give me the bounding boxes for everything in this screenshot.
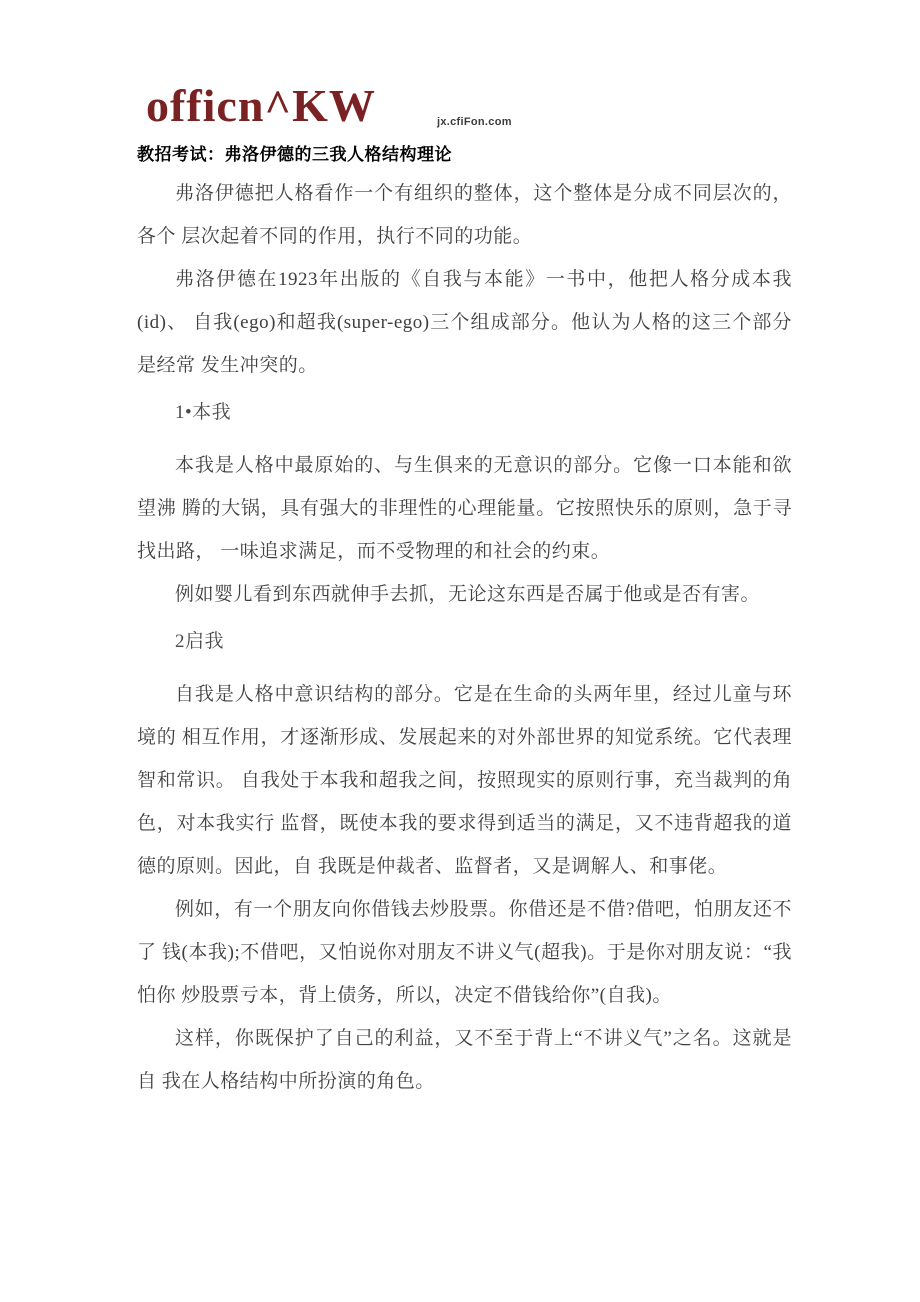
paragraph-ziwo-conclusion: 这样，你既保护了自己的利益，又不至于背上“不讲义气”之名。这就是自 我在人格结构中所扮演的角色。 [137, 1028, 792, 1092]
paragraph-intro: 弗洛伊德把人格看作一个有组织的整体，这个整体是分成不同层次的，各个 层次起着不同的作用，执行不同的功能。 [137, 183, 792, 247]
section-heading-benwo: 1•本我 [175, 402, 232, 423]
site-logo: officn^KW [146, 80, 376, 131]
article-body [137, 172, 792, 1103]
section-heading-ziwo: 2启我 [175, 631, 225, 652]
paragraph-benwo-description: 本我是人格中最原始的、与生俱来的无意识的部分。它像一口本能和欲望沸 腾的大锅，具有强大的非理性的心理能量。它按照快乐的原则，急于寻找出路， 一味追求满足，而不受物理的和社会的约束。 [137, 455, 792, 562]
page-title: 教招考试：弗洛伊德的三我人格结构理论 [137, 145, 452, 164]
site-url-text: jx.cfiFon.com [437, 116, 512, 128]
paragraph-ziwo-description: 自我是人格中意识结构的部分。它是在生命的头两年里，经过儿童与环境的 相互作用，才逐渐形成、发展起来的对外部世界的知觉系统。它代表理智和常识。 自我处于本我和超我之间，按照现实的原则行事，充当裁判的角色，对本我实行 监督，既使本我的要求得到适当的满足，又不违背超我的道德的原则。因此，自 我既是仲裁者、监督者，又是调解人、和事佬。 [137, 684, 792, 877]
paragraph-benwo-example: 例如婴儿看到东西就伸手去抓，无论这东西是否属于他或是否有害。 [175, 584, 761, 605]
paragraph-1923-book: 弗洛伊德在1923年出版的《自我与本能》一书中，他把人格分成本我(id)、 自我(ego)和超我(super-ego)三个组成部分。他认为人格的这三个部分是经常 发生冲突的。 [137, 269, 792, 376]
paragraph-ziwo-example: 例如，有一个朋友向你借钱去炒股票。你借还是不借?借吧，怕朋友还不了 钱(本我);不借吧，又怕说你对朋友不讲义气(超我)。于是你对朋友说：“我怕你 炒股票亏本，背上债务，所以，决定不借钱给你”(自我)。 [137, 899, 792, 1006]
